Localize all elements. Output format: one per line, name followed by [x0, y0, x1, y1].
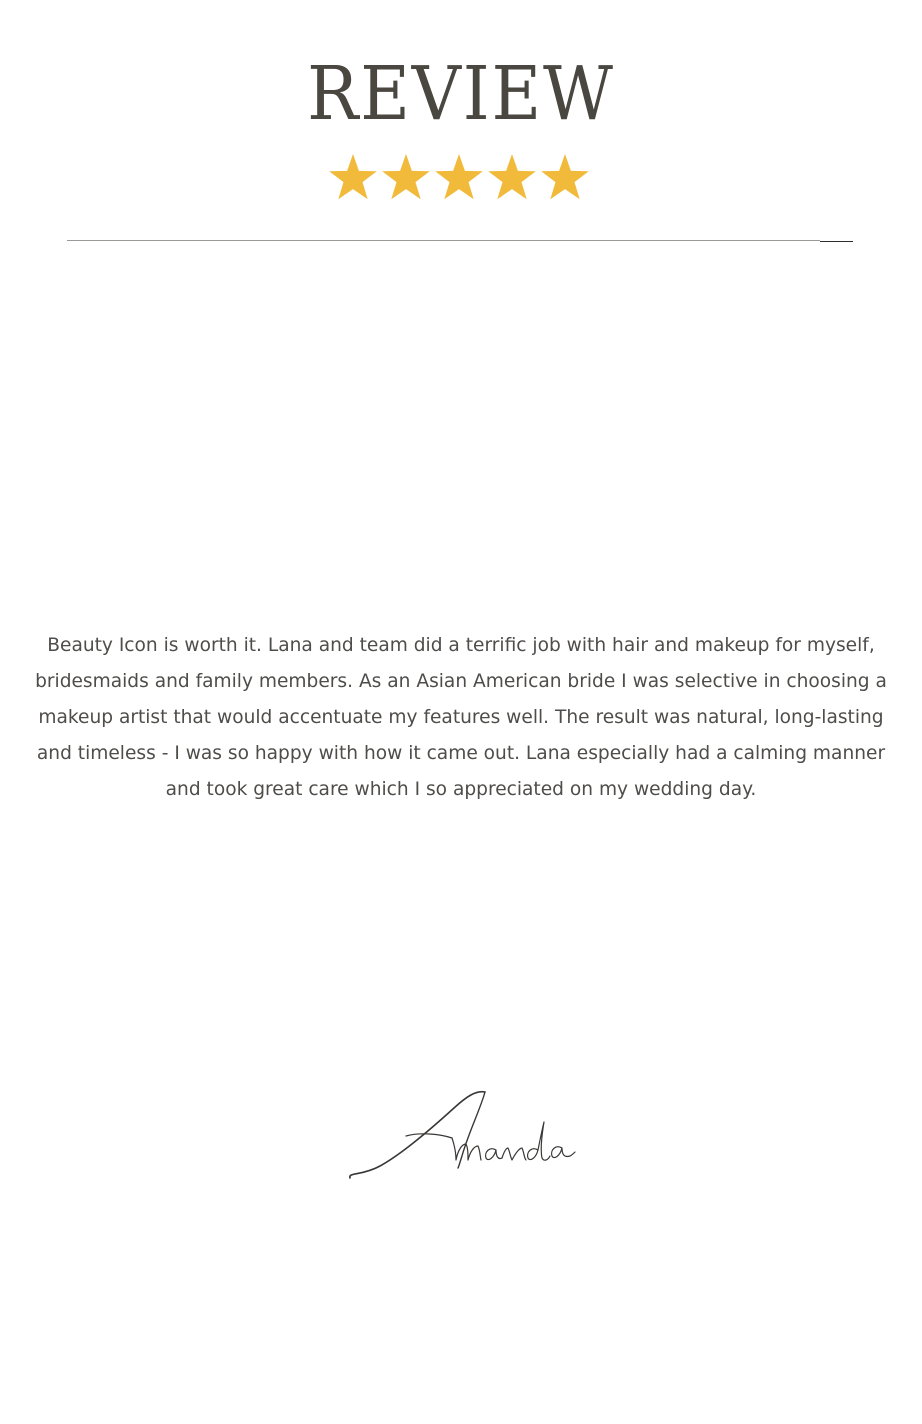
star-icon [380, 152, 432, 204]
signature [340, 1082, 576, 1190]
star-icon [539, 152, 591, 204]
divider [67, 240, 820, 241]
page-title: REVIEW [307, 51, 615, 137]
divider-accent [820, 241, 853, 242]
star-rating [327, 152, 591, 206]
review-text: Beauty Icon is worth it. Lana and team did a terrific job with hair and makeup for myself, bridesmaids and family members. As an Asian American bride I was selective in choosing a makeup artist that would accentuate my features well. The result was natural, long-lasting and timeless - I was so happy with how it came out. Lana especially had a calming manner and took great care which I so appreciated on my wedding day. [35, 635, 887, 800]
star-icon [433, 152, 485, 204]
star-icon [327, 152, 379, 204]
star-icon [486, 152, 538, 204]
